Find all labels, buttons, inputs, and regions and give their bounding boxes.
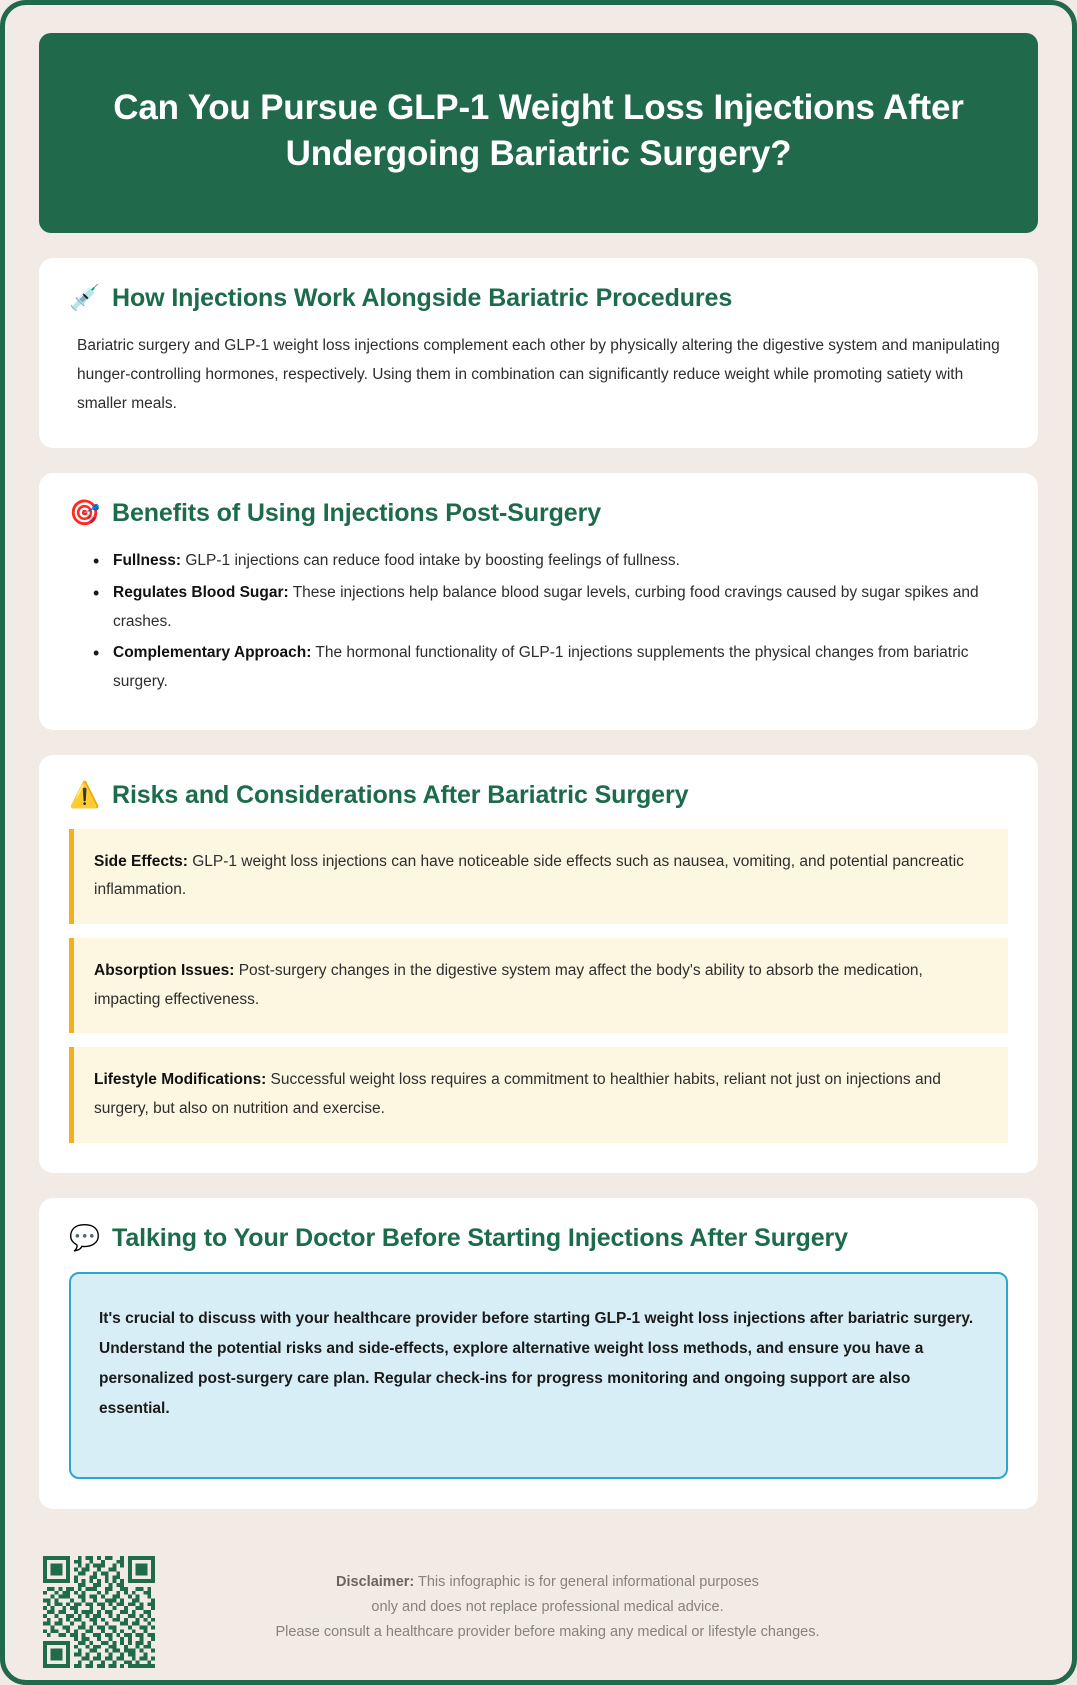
disclaimer-line-1: This infographic is for general informational purposes: [414, 1573, 759, 1590]
list-item: [77, 579, 1000, 636]
speech-bubble-icon: 💬: [69, 1223, 101, 1252]
list-item-text: GLP-1 injections can reduce food intake by boosting feelings of fullness.: [181, 552, 680, 570]
title-banner: [39, 33, 1038, 233]
risk-text: Post-surgery changes in the digestive system may affect the body's ability to absorb the medication, impacting effectiveness.: [94, 962, 923, 1008]
section-body-text: Bariatric surgery and GLP-1 weight loss injections complement each other by physically altering the digestive system and manipulating hunger-controlling hormones, respectively. Using them in combination can significantly reduce weight while promoting satiety with smaller meals.: [77, 337, 1000, 412]
risk-callout: [69, 1047, 1008, 1142]
list-item-text: These injections help balance blood sugar levels, curbing food cravings caused by sugar spikes and crashes.: [113, 584, 979, 630]
disclaimer-line-3: Please consult a healthcare provider before making any medical or lifestyle changes.: [275, 1624, 820, 1641]
section-title: Benefits of Using Injections Post-Surgery: [112, 499, 602, 528]
page-title: Can You Pursue GLP-1 Weight Loss Injections After Undergoing Bariatric Surgery?: [113, 88, 964, 174]
section-header: [69, 499, 1008, 528]
risk-callout: [69, 829, 1008, 924]
risk-text: Successful weight loss requires a commitment to healthier habits, reliant not just on injections and surgery, but also on nutrition and exercise.: [94, 1071, 941, 1118]
section-header: [69, 284, 1008, 313]
list-item-label: Regulates Blood Sugar:: [113, 584, 289, 602]
list-item-text: The hormonal functionality of GLP-1 injections supplements the physical changes from bariatric surgery.: [113, 644, 969, 691]
qr-code[interactable]: [43, 1556, 155, 1668]
doctor-advice-callout: It's crucial to discuss with your healthcare provider before starting GLP-1 weight loss injections after bariatric surgery. Understand the potential risks and side-effects, explore alternative weight loss methods, and ensure you have a personalized post-surgery care plan. Regular check-ins for progress monitoring and ongoing support are also essential.: [69, 1272, 1008, 1479]
disclaimer-line-2: only and does not replace professional medical advice.: [371, 1599, 724, 1616]
footer: [39, 1534, 1038, 1668]
list-item-label: Fullness:: [113, 552, 182, 570]
list-item: [77, 547, 1000, 576]
benefits-list: [69, 547, 1008, 696]
section-talking-to-doctor: [39, 1198, 1038, 1509]
section-how-injections-work: [39, 258, 1038, 448]
disclaimer-text: [155, 1570, 1030, 1646]
risk-label: Absorption Issues:: [94, 962, 235, 980]
section-risks: [39, 755, 1038, 1173]
section-benefits: [39, 473, 1038, 729]
risk-label: Lifestyle Modifications:: [94, 1071, 267, 1089]
section-title: How Injections Work Alongside Bariatric Procedures: [112, 284, 733, 313]
section-title: Talking to Your Doctor Before Starting Injections After Surgery: [112, 1223, 848, 1252]
warning-triangle-icon: ⚠️: [69, 780, 101, 809]
section-header: [69, 781, 1008, 810]
dart-target-icon: 🎯: [69, 499, 101, 528]
disclaimer-label: Disclaimer:: [336, 1573, 415, 1590]
section-header: [69, 1224, 1008, 1253]
list-item-label: Complementary Approach:: [113, 644, 312, 662]
section-title: Risks and Considerations After Bariatric Surgery: [112, 780, 689, 809]
syringe-icon: 💉: [69, 284, 101, 313]
list-item: [77, 639, 1000, 696]
risk-text: GLP-1 weight loss injections can have noticeable side effects such as nausea, vomiting, and potential pancreatic inflammation.: [94, 852, 964, 899]
risk-callout: [69, 938, 1008, 1033]
risk-label: Side Effects:: [94, 852, 188, 870]
